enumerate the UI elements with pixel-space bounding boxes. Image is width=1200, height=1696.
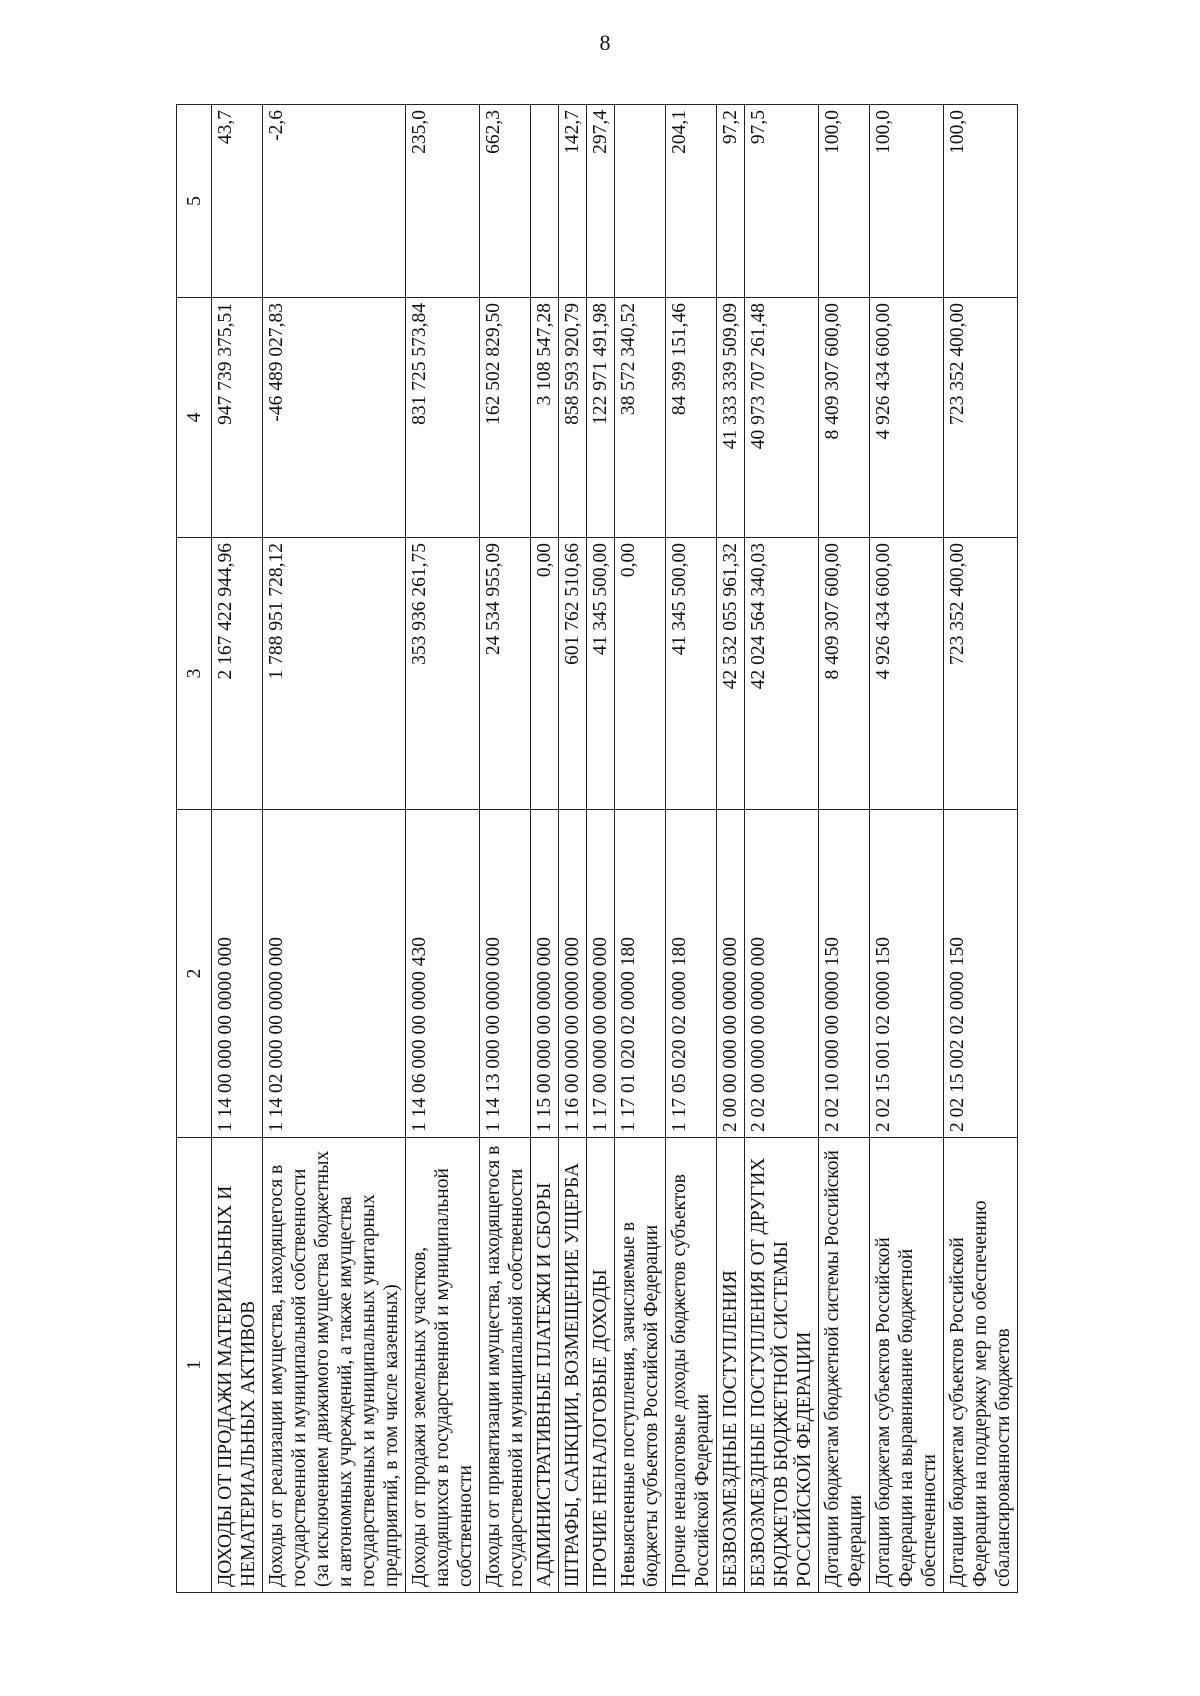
row-name-cell: Доходы от продажи земельных участков, находящихся в государственной и муниципальной собственности: [406, 1138, 480, 1593]
header-row: [177, 105, 212, 1593]
row-code-cell: 1 17 00 000 00 0000 000: [587, 810, 615, 1138]
row-percent-cell: 297,4: [587, 105, 615, 298]
header-cell: 2: [177, 810, 212, 1138]
row-plan-cell: 8 409 307 600,00: [819, 538, 870, 810]
table-row: [666, 105, 717, 1593]
table-row: [944, 105, 1018, 1593]
header-cell: 5: [177, 105, 212, 298]
row-percent-cell: -2,6: [263, 105, 406, 298]
row-percent-cell: 97,2: [717, 105, 745, 298]
row-fact-cell: 122 971 491,98: [587, 298, 615, 538]
row-name-cell: Прочие неналоговые доходы бюджетов субъектов Российской Федерации: [666, 1138, 717, 1593]
row-fact-cell: 8 409 307 600,00: [819, 298, 870, 538]
row-percent-cell: 662,3: [480, 105, 531, 298]
table-row: [480, 105, 531, 1593]
row-code-cell: 1 14 06 000 00 0000 430: [406, 810, 480, 1138]
row-plan-cell: 601 762 510,66: [559, 538, 587, 810]
revenue-table: [176, 104, 1018, 1593]
row-code-cell: 1 14 13 000 00 0000 000: [480, 810, 531, 1138]
row-plan-cell: 4 926 434 600,00: [870, 538, 944, 810]
row-name-cell: ШТРАФЫ, САНКЦИИ, ВОЗМЕЩЕНИЕ УЩЕРБА: [559, 1138, 587, 1593]
row-name-cell: Дотации бюджетам субъектов Российской Федерации на поддержку мер по обеспечению сбалансированности бюджетов: [944, 1138, 1018, 1593]
row-percent-cell: 100,0: [944, 105, 1018, 298]
row-name-cell: ДОХОДЫ ОТ ПРОДАЖИ МАТЕРИАЛЬНЫХ И НЕМАТЕРИАЛЬНЫХ АКТИВОВ: [212, 1138, 263, 1593]
table-row: [745, 105, 819, 1593]
row-plan-cell: 41 345 500,00: [587, 538, 615, 810]
row-plan-cell: 0,00: [531, 538, 559, 810]
row-percent-cell: [531, 105, 559, 298]
row-code-cell: 2 02 15 001 02 0000 150: [870, 810, 944, 1138]
row-percent-cell: 97,5: [745, 105, 819, 298]
row-name-cell: Доходы от реализации имущества, находящегося в государственной и муниципальной собственности (за исключением движимого имущества бюджетных и автономных учреждений, а также имущества государственных и муниципальных унитарных предприятий, в том числе казенных): [263, 1138, 406, 1593]
row-fact-cell: 38 572 340,52: [615, 298, 666, 538]
header-cell: 1: [177, 1138, 212, 1593]
row-fact-cell: 831 725 573,84: [406, 298, 480, 538]
row-percent-cell: 100,0: [870, 105, 944, 298]
row-code-cell: 2 00 00 000 00 0000 000: [717, 810, 745, 1138]
row-plan-cell: 353 936 261,75: [406, 538, 480, 810]
table-row: [559, 105, 587, 1593]
row-code-cell: 1 15 00 000 00 0000 000: [531, 810, 559, 1138]
table-row: [587, 105, 615, 1593]
row-fact-cell: 162 502 829,50: [480, 298, 531, 538]
row-fact-cell: 3 108 547,28: [531, 298, 559, 538]
row-code-cell: 1 14 02 000 00 0000 000: [263, 810, 406, 1138]
row-fact-cell: 858 593 920,79: [559, 298, 587, 538]
rotated-table-container: [176, 105, 1076, 1593]
table-row: [406, 105, 480, 1593]
table-row: [615, 105, 666, 1593]
table-row: [263, 105, 406, 1593]
row-name-cell: БЕЗВОЗМЕЗДНЫЕ ПОСТУПЛЕНИЯ: [717, 1138, 745, 1593]
row-plan-cell: 2 167 422 944,96: [212, 538, 263, 810]
row-code-cell: 2 02 00 000 00 0000 000: [745, 810, 819, 1138]
row-code-cell: 2 02 10 000 00 0000 150: [819, 810, 870, 1138]
row-plan-cell: 0,00: [615, 538, 666, 810]
row-plan-cell: 24 534 955,09: [480, 538, 531, 810]
table-row: [717, 105, 745, 1593]
row-plan-cell: 1 788 951 728,12: [263, 538, 406, 810]
page-number: 8: [599, 30, 611, 55]
row-name-cell: Доходы от приватизации имущества, находящегося в государственной и муниципальной собственности: [480, 1138, 531, 1593]
table-row: [531, 105, 559, 1593]
row-name-cell: АДМИНИСТРАТИВНЫЕ ПЛАТЕЖИ И СБОРЫ: [531, 1138, 559, 1593]
revenue-table-area: [176, 105, 1076, 1593]
row-plan-cell: 723 352 400,00: [944, 538, 1018, 810]
row-fact-cell: 40 973 707 261,48: [745, 298, 819, 538]
row-name-cell: ПРОЧИЕ НЕНАЛОГОВЫЕ ДОХОДЫ: [587, 1138, 615, 1593]
row-code-cell: 1 17 01 020 02 0000 180: [615, 810, 666, 1138]
row-code-cell: 2 02 15 002 02 0000 150: [944, 810, 1018, 1138]
row-name-cell: Дотации бюджетам бюджетной системы Российской Федерации: [819, 1138, 870, 1593]
table-row: [819, 105, 870, 1593]
row-code-cell: 1 16 00 000 00 0000 000: [559, 810, 587, 1138]
header-cell: 4: [177, 298, 212, 538]
row-percent-cell: 100,0: [819, 105, 870, 298]
row-fact-cell: 84 399 151,46: [666, 298, 717, 538]
header-cell: 3: [177, 538, 212, 810]
row-plan-cell: 42 532 055 961,32: [717, 538, 745, 810]
row-percent-cell: 43,7: [212, 105, 263, 298]
row-fact-cell: 947 739 375,51: [212, 298, 263, 538]
row-fact-cell: 4 926 434 600,00: [870, 298, 944, 538]
row-fact-cell: 41 333 339 509,09: [717, 298, 745, 538]
row-name-cell: Невыясненные поступления, зачисляемые в бюджеты субъектов Российской Федерации: [615, 1138, 666, 1593]
row-name-cell: БЕЗВОЗМЕЗДНЫЕ ПОСТУПЛЕНИЯ ОТ ДРУГИХ БЮДЖЕТОВ БЮДЖЕТНОЙ СИСТЕМЫ РОССИЙСКОЙ ФЕДЕРАЦИИ: [745, 1138, 819, 1593]
row-fact-cell: 723 352 400,00: [944, 298, 1018, 538]
row-code-cell: 1 17 05 020 02 0000 180: [666, 810, 717, 1138]
row-plan-cell: 41 345 500,00: [666, 538, 717, 810]
row-percent-cell: 142,7: [559, 105, 587, 298]
table-row: [212, 105, 263, 1593]
row-percent-cell: 235,0: [406, 105, 480, 298]
row-code-cell: 1 14 00 000 00 0000 000: [212, 810, 263, 1138]
row-percent-cell: 204,1: [666, 105, 717, 298]
row-name-cell: Дотации бюджетам субъектов Российской Федерации на выравнивание бюджетной обеспеченности: [870, 1138, 944, 1593]
table-row: [870, 105, 944, 1593]
row-plan-cell: 42 024 564 340,03: [745, 538, 819, 810]
row-fact-cell: -46 489 027,83: [263, 298, 406, 538]
row-percent-cell: [615, 105, 666, 298]
